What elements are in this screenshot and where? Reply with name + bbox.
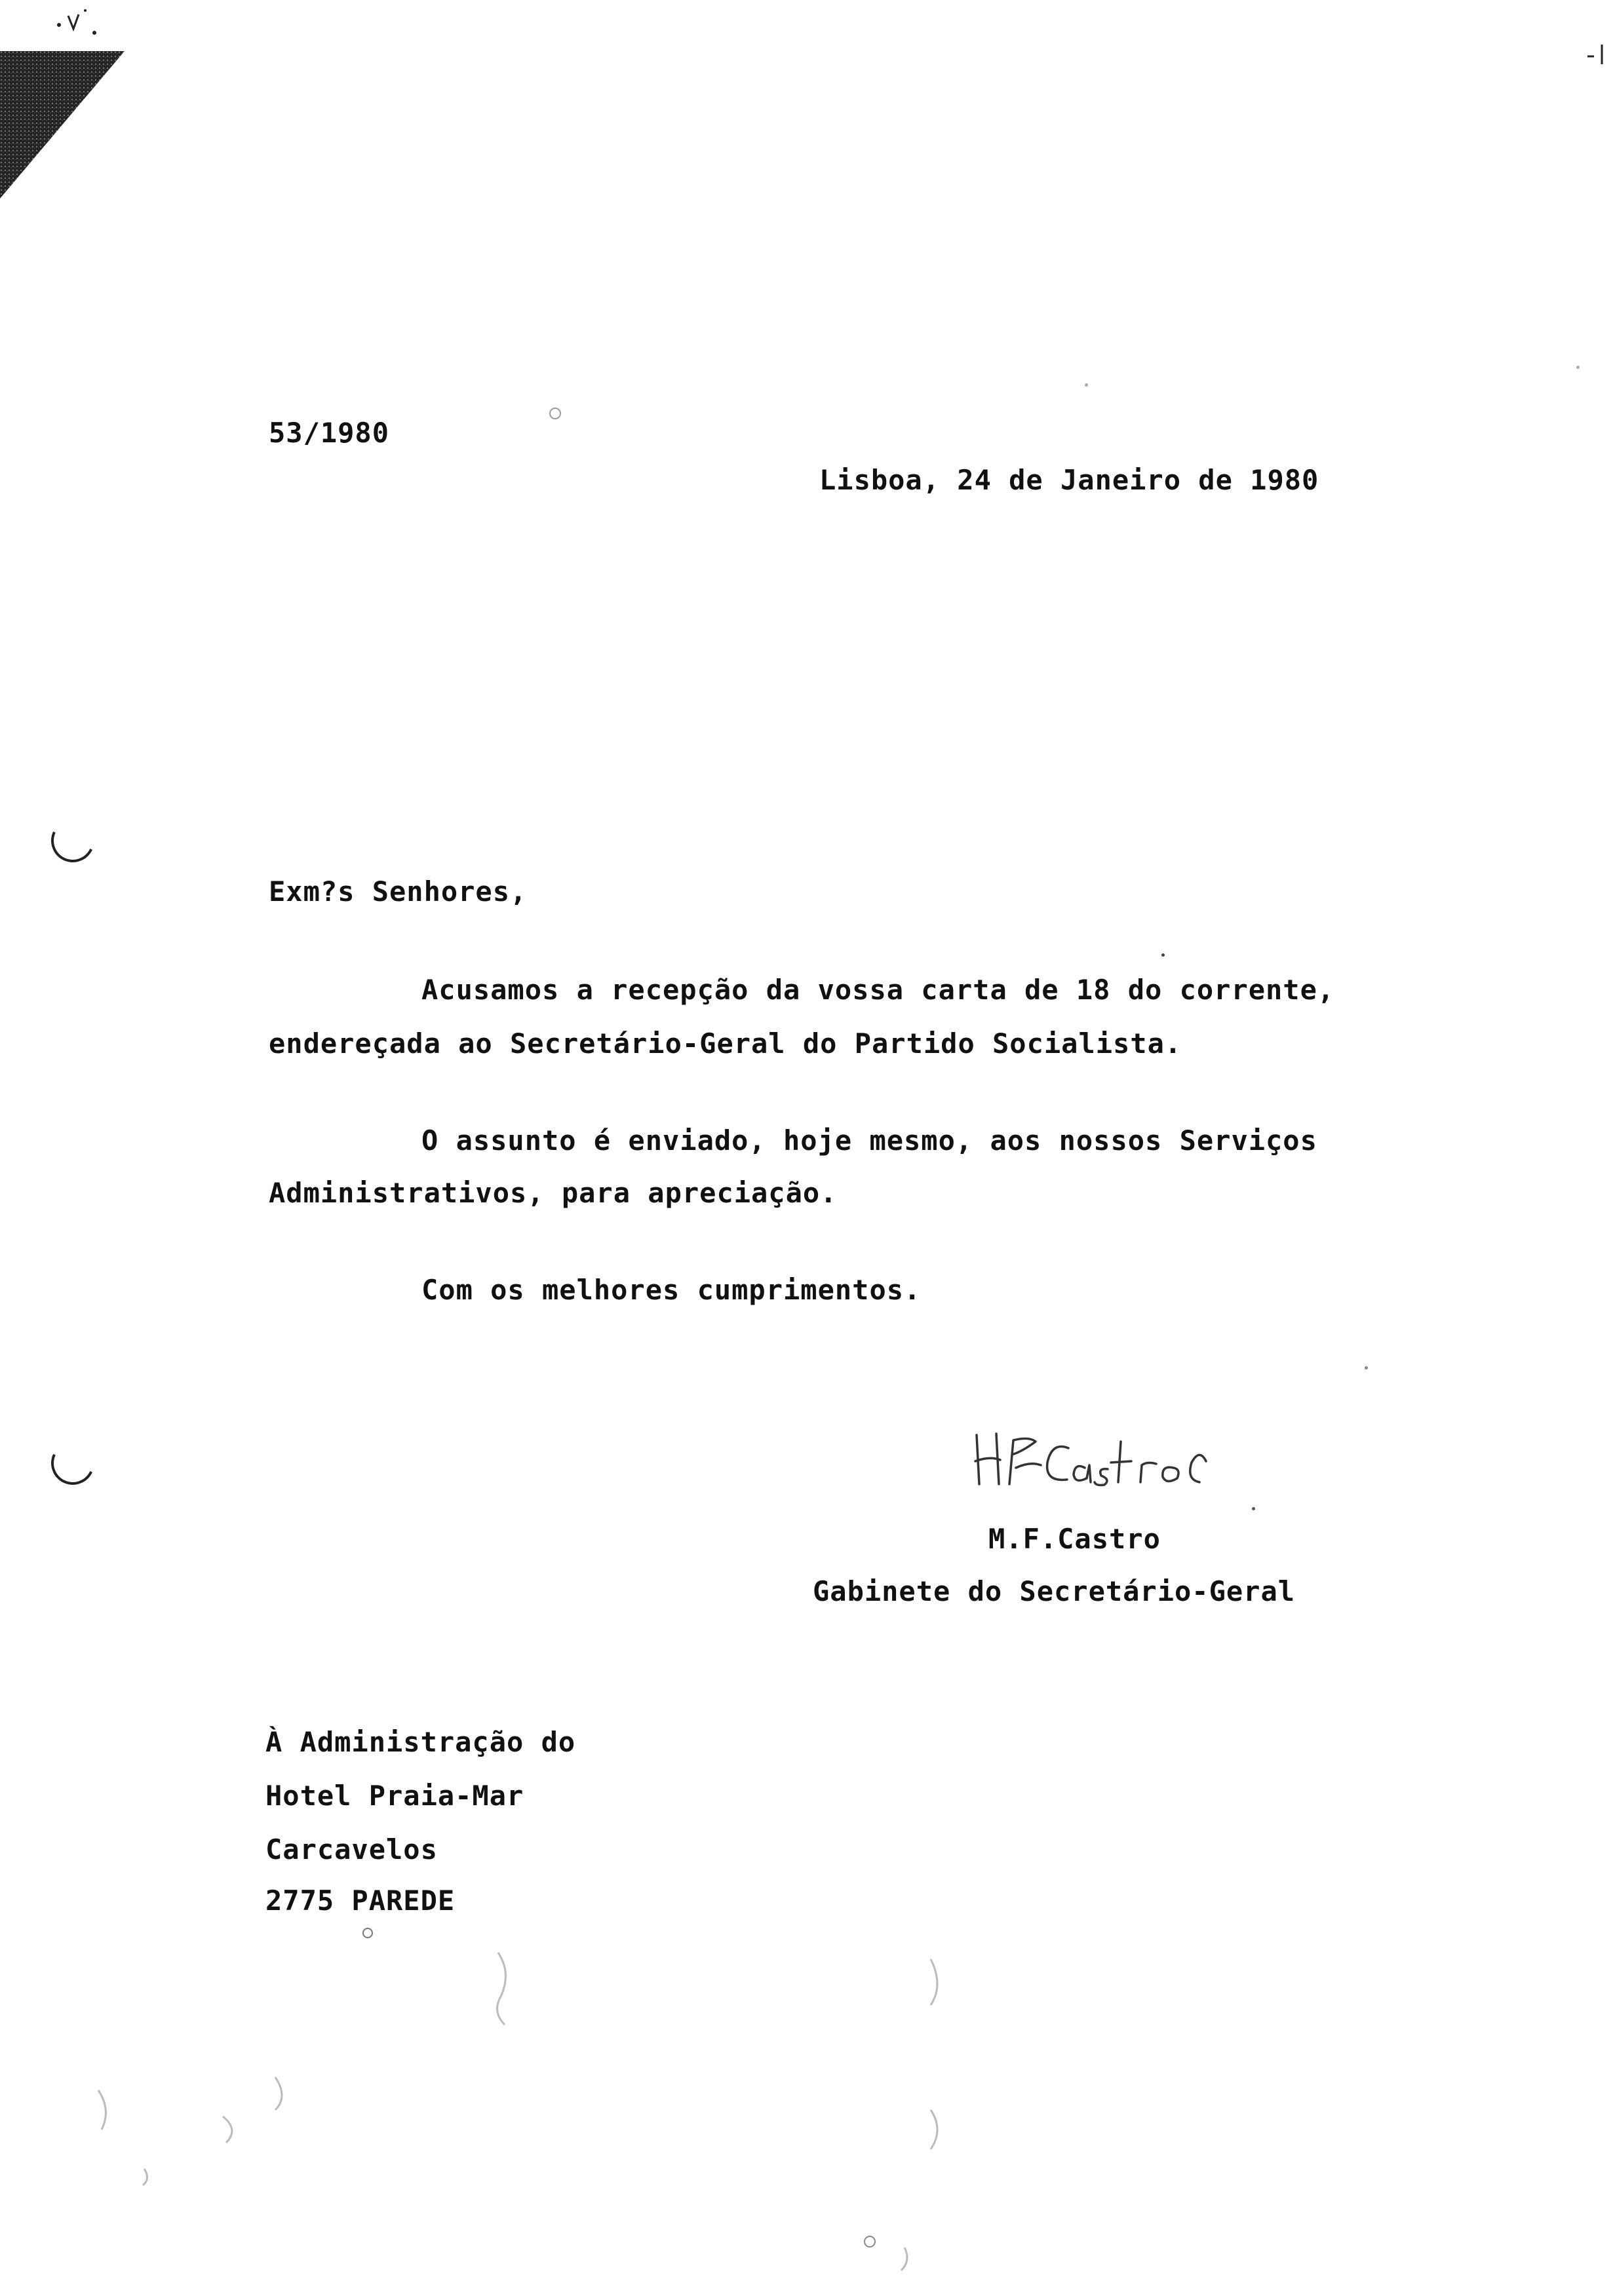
punch-hole-lower <box>45 1436 101 1491</box>
recipient-line-1: À Administração do <box>265 1726 576 1758</box>
signer-name: M.F.Castro <box>988 1523 1161 1555</box>
recipient-line-4: 2775 PAREDE <box>265 1885 456 1917</box>
closing-line: Com os melhores cumprimentos. <box>421 1274 922 1306</box>
letter-date: Lisboa, 24 de Janeiro de 1980 <box>819 464 1319 496</box>
faint-marks-bottom <box>79 1933 996 2293</box>
paragraph-1-line-1: Acusamos a recepção da vossa carta de 18 do corrente, <box>421 974 1335 1006</box>
recipient-line-3: Carcavelos <box>265 1833 438 1866</box>
signer-title: Gabinete do Secretário-Geral <box>813 1575 1296 1607</box>
speck <box>1365 1366 1368 1369</box>
speck <box>1252 1507 1255 1510</box>
paragraph-2-line-2: Administrativos, para apreciação. <box>269 1177 838 1209</box>
handwritten-signature <box>970 1422 1278 1507</box>
speck <box>1085 383 1088 387</box>
speck <box>1161 953 1165 957</box>
scan-mark-top-right <box>1585 42 1611 68</box>
speck <box>549 408 561 419</box>
salutation: Exm?s Senhores, <box>269 875 528 908</box>
paragraph-2-line-1: O assunto é enviado, hoje mesmo, aos nossos Serviços <box>421 1124 1317 1157</box>
recipient-line-2: Hotel Praia-Mar <box>265 1780 524 1812</box>
scan-mark-top-left <box>54 7 113 39</box>
paragraph-1-line-2: endereçada ao Secretário-Geral do Partido Socialista. <box>269 1027 1182 1060</box>
letter-reference: 53/1980 <box>269 417 390 449</box>
speck <box>1576 366 1580 369</box>
folded-corner-shadow <box>0 51 131 202</box>
punch-hole-upper <box>45 813 101 869</box>
